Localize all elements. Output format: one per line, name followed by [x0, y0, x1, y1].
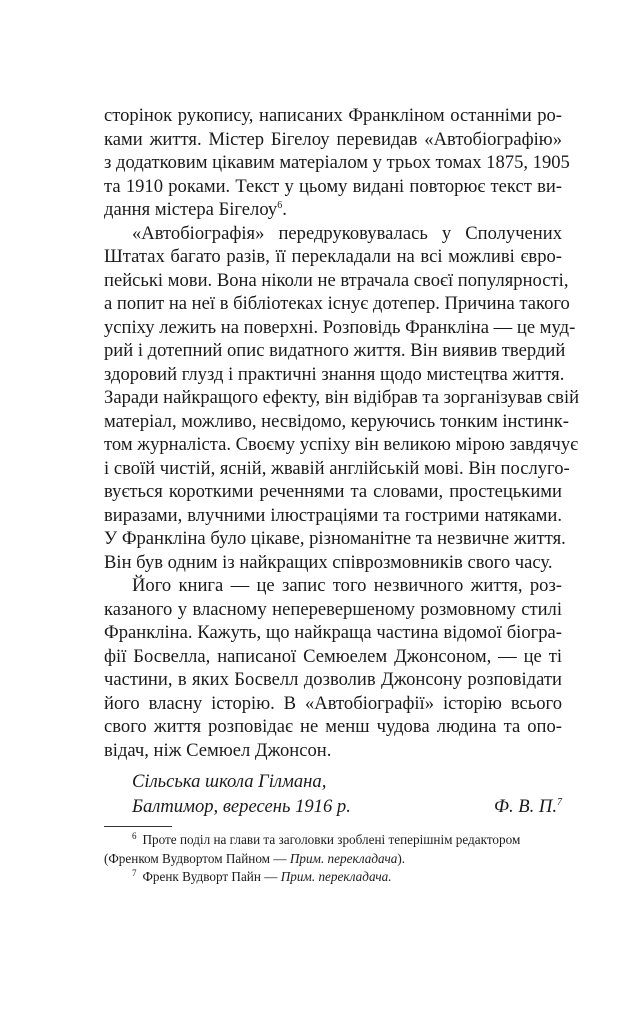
signature-block [132, 769, 562, 819]
text-line: казаного у власному неперевершеному розмовному стилі [104, 598, 562, 620]
text-line: фії Босвелла, написаної Семюелем Джонсоном, — це ті [104, 645, 562, 667]
text-line: свого життя розповідає не менш чудова людина та опо- [104, 716, 562, 737]
text-line: У Франкліна було цікаве, різноманітне та незвичне життя. [104, 528, 566, 549]
text-line: відач, ніж Семюел Джонсон. [104, 739, 332, 761]
text-line: Франкліна. Кажуть, що найкраща частина відомої біогра- [104, 622, 562, 643]
text-line: «Автобіографія» передруковувалась у Сполучених [132, 222, 562, 244]
text-line: дання містера Бігелоу$^6$. [104, 199, 287, 220]
text-line: сторінок рукопису, написаних Франкліном останніми ро- [104, 105, 562, 126]
footnote-6-line1: $^6$ Проте поділ на глави та заголовки зроблені теперішнім редактором [132, 831, 521, 847]
text-line: Він був одним із найкращих співрозмовників свого часу. [104, 551, 553, 573]
text-line: ками життя. Містер Бігелоу перевидав «Автобіографію» [104, 128, 562, 150]
text-line: Заради найкращого ефекту, він відібрав та зорганізував свій [104, 387, 580, 408]
body-text [104, 104, 580, 762]
footnotes [104, 831, 562, 887]
signature-place-line1: Сільська школа Гілмана, [132, 771, 327, 792]
text-line: а попит на неї в бібліотеках існує дотепер. Причина такого [104, 293, 570, 314]
text-line: виразами, влучними ілюстраціями та гострими натяками. [104, 504, 562, 526]
text-line: з додатковим цікавим матеріалом у трьох томах 1875, 1905 [104, 152, 570, 173]
signature-place-line2: Балтимор, вересень 1916 р. [132, 796, 351, 817]
text-line: частини, в яких Босвелл дозволив Джонсону розповідати [104, 669, 562, 690]
text-line: та 1910 роками. Текст у цьому видані повторює текст ви- [104, 175, 562, 197]
footnote-ref-7: 7 [557, 797, 562, 808]
text-line: том журналіста. Своєму успіху він великою мірою завдячує [104, 434, 579, 455]
text-line: вується короткими реченнями та словами, простецькими [104, 481, 562, 502]
footnote-divider [104, 826, 172, 827]
text-line: успіху лежить на поверхні. Розповідь Франкліна — це муд- [104, 316, 576, 338]
text-line: його власну історію. В «Автобіографії» історію всього [104, 692, 562, 714]
text-line: Його книга — це запис того незвичного життя, роз- [132, 575, 562, 596]
text-line: рий і дотепний опис видатного життя. Він виявив твердий [104, 340, 566, 361]
footnote-6-line2: (Френком Вудвортом Пайном — Прим. перекладача). [104, 851, 406, 866]
footnote-ref-6: 6 [277, 200, 283, 211]
signature-initials: Ф. В. П.$^7$ [494, 796, 562, 817]
text-line: Штатах багато разів, її перекладали на всі можливі євро- [104, 246, 562, 267]
footnote-6-number: 6 [132, 831, 137, 841]
text-line: і своїй чистій, ясній, жвавій англійській мові. Він послуго- [104, 457, 570, 479]
text-line: пейські мови. Вона ніколи не втрачала своєї популярності, [104, 269, 569, 291]
text-line: матеріал, можливо, несвідомо, керуючись тонким інстинк- [104, 410, 569, 432]
footnote-7-number: 7 [132, 868, 137, 878]
text-line: здоровий глузд і практичні знання щодо мистецтва життя. [104, 363, 565, 385]
footnote-7: $^7$ Френк Вудворт Пайн — Прим. перекладача. [132, 868, 392, 884]
